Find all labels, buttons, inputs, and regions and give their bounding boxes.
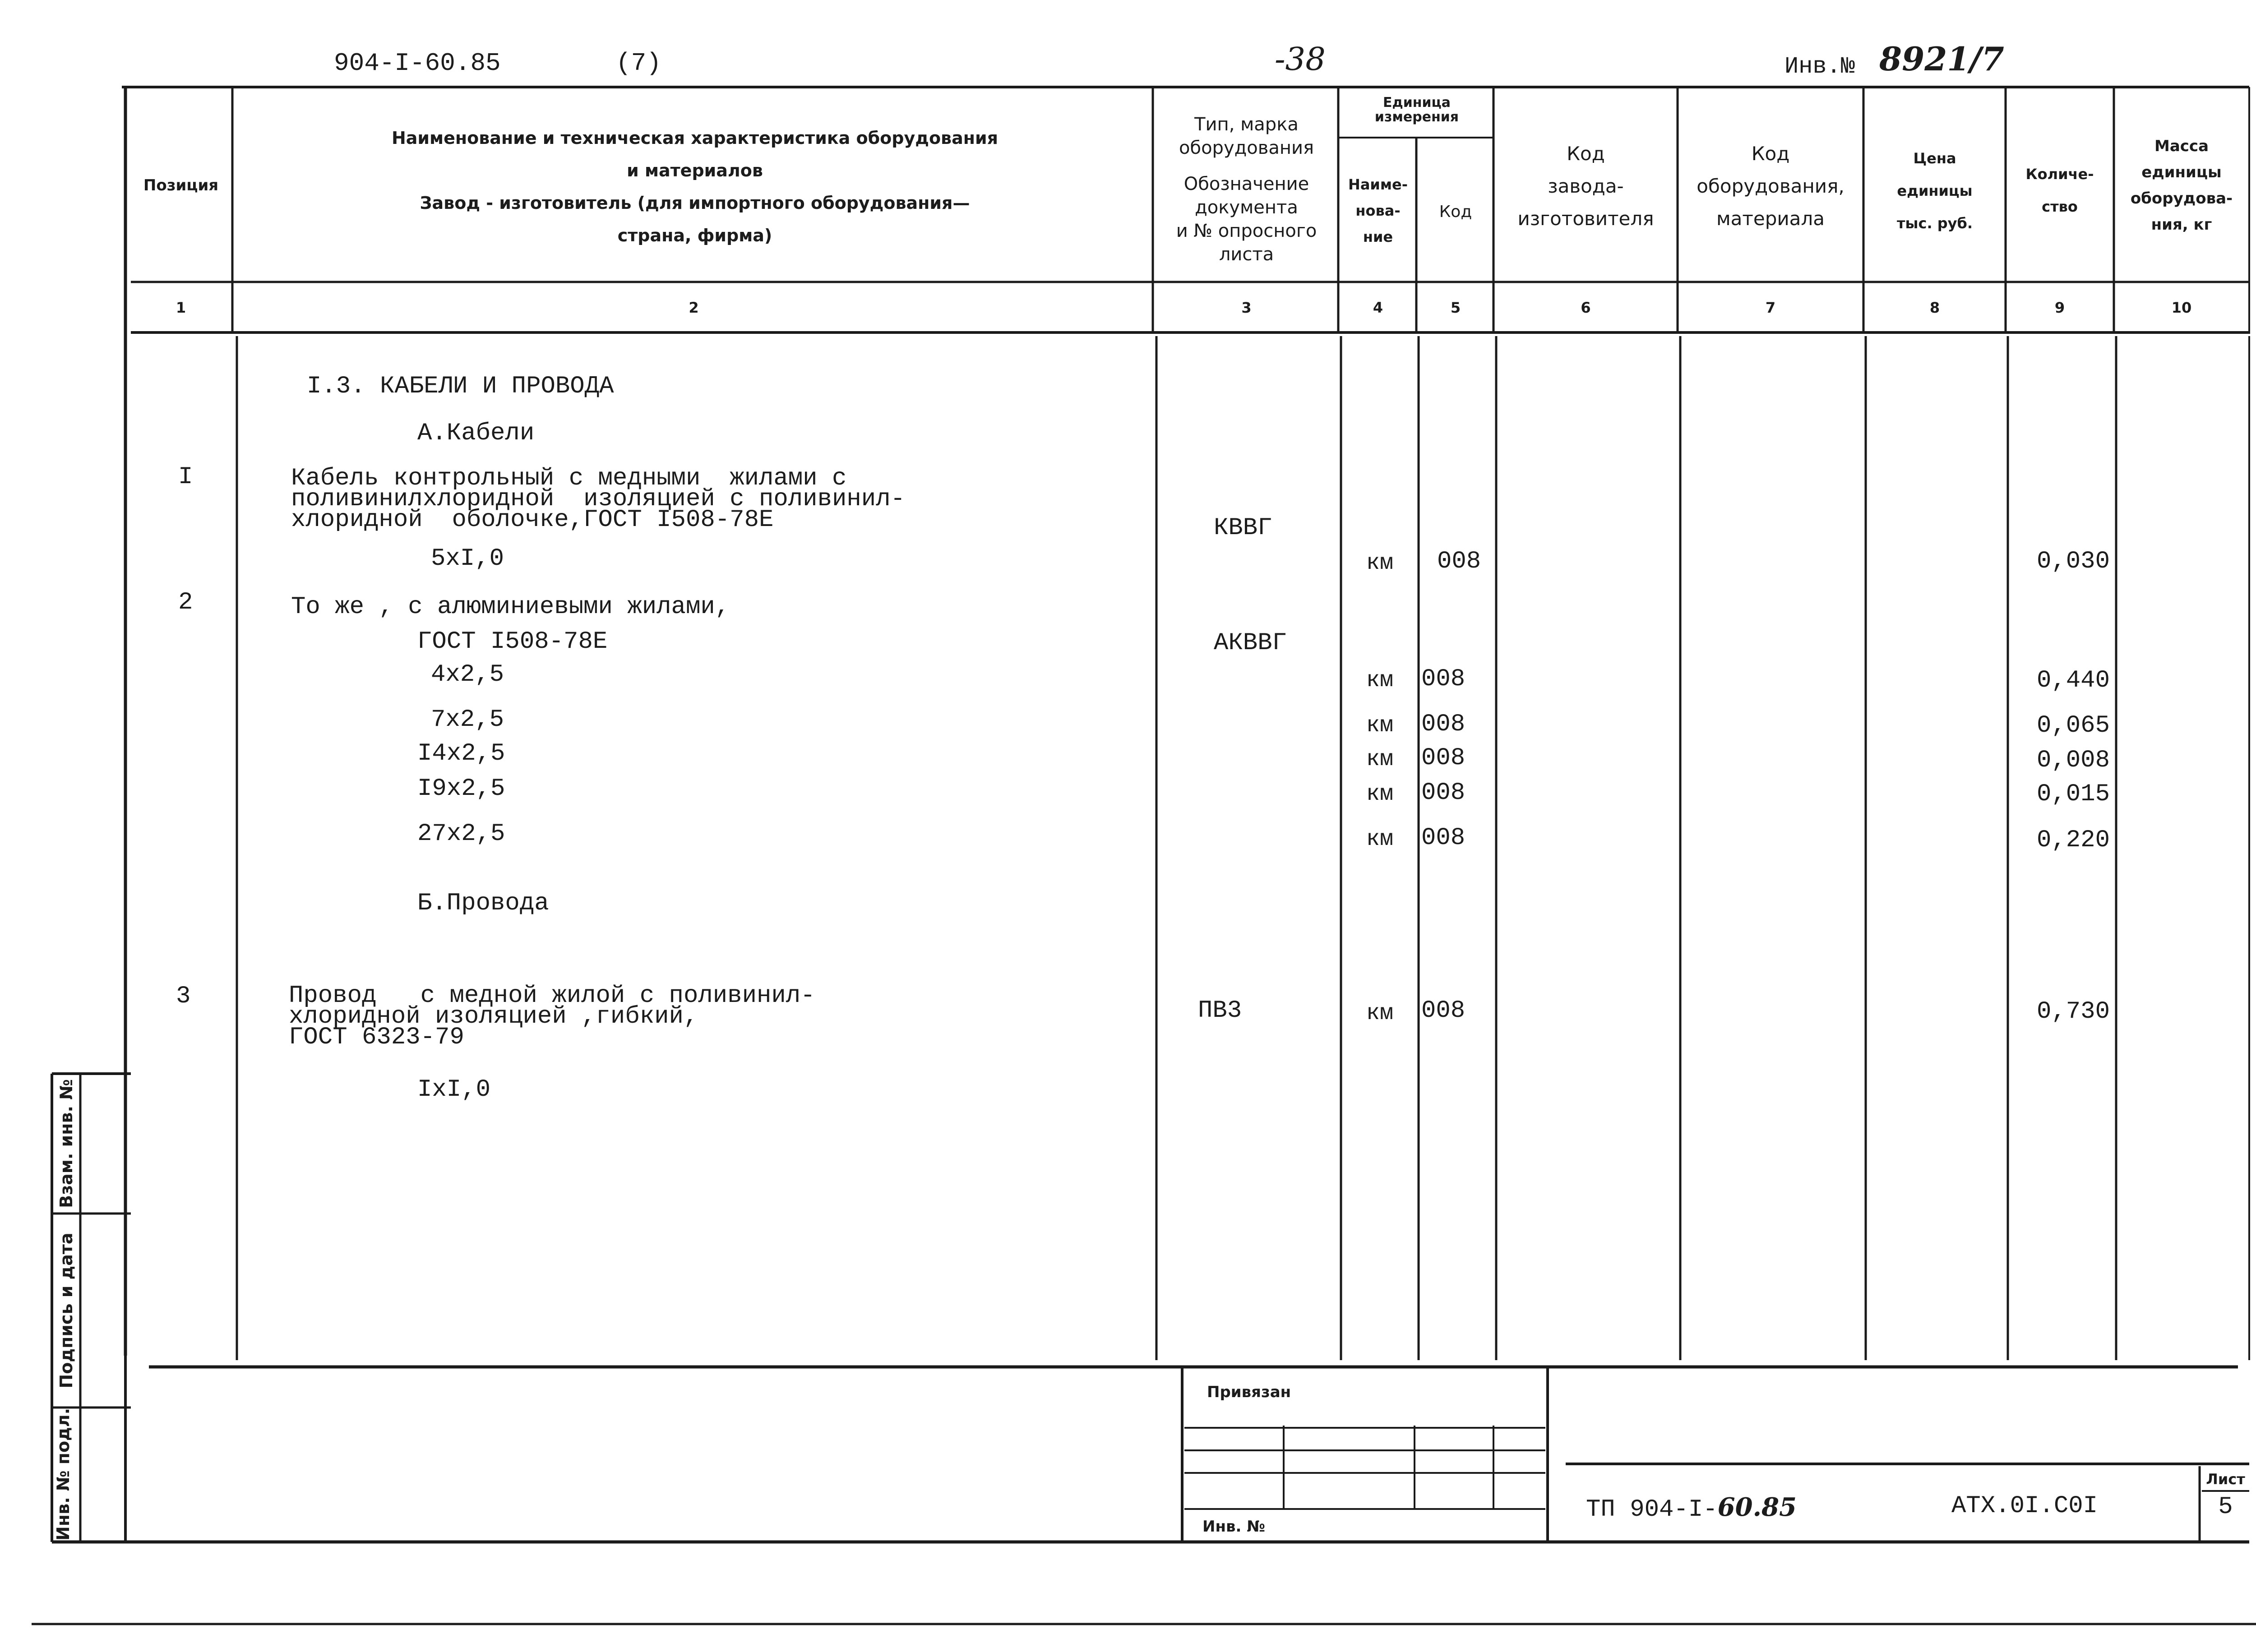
stamp-sheet-number: 5 bbox=[2218, 1493, 2233, 1521]
item3-position: 3 bbox=[176, 983, 191, 1010]
col-number-1: 1 bbox=[176, 299, 186, 316]
stamp-sheet-label: Лист bbox=[2206, 1471, 2245, 1488]
item2-row3-code: 008 bbox=[1421, 744, 1465, 772]
header-type: Тип, марка оборудования Обозначение документа и № опросного листа bbox=[1176, 114, 1317, 265]
header-mass: Масса единицы оборудова- ния, кг bbox=[2130, 137, 2233, 234]
item1-code: 008 bbox=[1437, 548, 1481, 575]
item2-standard: ГОСТ I508-78Е bbox=[417, 628, 608, 655]
stamp-document-code: АТХ.0I.С0I bbox=[1951, 1492, 2098, 1520]
item2-row5-quantity: 0,220 bbox=[2036, 826, 2110, 854]
subsection-cables: А.Кабели bbox=[417, 420, 535, 447]
page-number: -38 bbox=[1275, 41, 1326, 78]
item2-row2-code: 008 bbox=[1421, 711, 1465, 738]
col-number-3: 3 bbox=[1241, 299, 1252, 316]
item2-row2-quantity: 0,065 bbox=[2036, 712, 2110, 739]
item2-row1-size: 4x2,5 bbox=[431, 661, 504, 688]
project-code: 904-I-60.85 bbox=[334, 49, 501, 78]
item2-type: АКВВГ bbox=[1214, 629, 1287, 657]
item2-row2-size: 7x2,5 bbox=[431, 706, 504, 734]
header-name: Наименование и техническая характеристика оборудования и материалов Завод - изготовитель (для импортного оборудования— страна, фирма) bbox=[391, 128, 999, 245]
header-factory-code: Код завода- изготовителя bbox=[1517, 143, 1654, 230]
inventory-label: Инв.№ bbox=[1784, 53, 1855, 80]
item2-row3-unit: км bbox=[1366, 747, 1393, 772]
subsection-wires: Б.Провода bbox=[417, 890, 549, 917]
sheet-paren: (7) bbox=[616, 49, 661, 78]
side-podpis-data: Подпись и дата bbox=[56, 1232, 76, 1389]
item2-row5-code: 008 bbox=[1421, 824, 1465, 852]
item1-type: КВВГ bbox=[1214, 514, 1272, 542]
item2-row2-unit: км bbox=[1366, 713, 1393, 738]
col-number-4: 4 bbox=[1373, 299, 1383, 316]
header-material-code: Код оборудования, материала bbox=[1697, 143, 1845, 230]
header-price: Цена единицы тыс. руб. bbox=[1896, 150, 1973, 232]
inventory-number: 8921/7 bbox=[1879, 40, 2004, 78]
item2-description: То же , с алюминиевыми жилами, bbox=[291, 593, 730, 621]
item3-description: Провод с медной жилой с поливинил- хлоридной изоляцией ,гибкий, ГОСТ 6323-79 bbox=[289, 982, 815, 1051]
side-vzam-inv: Взам. инв. № bbox=[56, 1079, 76, 1208]
stamp-document-number: ТП 904-I-60.85 bbox=[1586, 1492, 1797, 1523]
item2-row4-size: I9x2,5 bbox=[417, 775, 505, 803]
item1-quantity: 0,030 bbox=[2036, 548, 2110, 575]
col-number-10: 10 bbox=[2171, 299, 2192, 316]
item1-size: 5xI,0 bbox=[431, 545, 504, 572]
section-title: I.3. КАБЕЛИ И ПРОВОДА bbox=[307, 373, 614, 400]
stamp-inv-no: Инв. № bbox=[1202, 1518, 1266, 1536]
item3-unit: км bbox=[1366, 1001, 1393, 1026]
header-unit-code: Код bbox=[1439, 203, 1472, 221]
col-number-6: 6 bbox=[1581, 299, 1591, 316]
col-number-7: 7 bbox=[1765, 299, 1776, 316]
item2-position: 2 bbox=[178, 589, 193, 616]
item2-row4-quantity: 0,015 bbox=[2036, 780, 2110, 808]
header-quantity: Количе- ство bbox=[2025, 166, 2094, 215]
col-number-8: 8 bbox=[1929, 299, 1940, 316]
header-position: Позиция bbox=[143, 176, 219, 194]
stamp-privyazan: Привязан bbox=[1207, 1383, 1291, 1401]
item2-row4-code: 008 bbox=[1421, 779, 1465, 807]
item3-code: 008 bbox=[1421, 997, 1465, 1024]
item1-description: Кабель контрольный с медными жилами с поливинилхлоридной изоляцией с поливинил- хлоридной оболочке,ГОСТ I508-78Е bbox=[291, 465, 906, 534]
header-unit-name: Наиме- нова- ние bbox=[1348, 176, 1408, 245]
col-number-2: 2 bbox=[689, 299, 699, 316]
col-number-5: 5 bbox=[1450, 299, 1461, 316]
item1-position: I bbox=[178, 463, 193, 491]
item2-row3-quantity: 0,008 bbox=[2036, 747, 2110, 774]
item1-unit: км bbox=[1366, 550, 1393, 576]
item2-row5-unit: км bbox=[1366, 826, 1393, 852]
item2-row3-size: I4x2,5 bbox=[417, 740, 505, 767]
item2-row1-unit: км bbox=[1366, 668, 1393, 693]
col-number-9: 9 bbox=[2054, 299, 2065, 316]
item2-row5-size: 27x2,5 bbox=[417, 820, 505, 848]
item2-row1-quantity: 0,440 bbox=[2036, 667, 2110, 694]
item3-type: ПВ3 bbox=[1198, 997, 1242, 1024]
side-inv-podl: Инв. № подл. bbox=[53, 1407, 73, 1541]
item3-quantity: 0,730 bbox=[2036, 998, 2110, 1025]
item2-row4-unit: км bbox=[1366, 781, 1393, 807]
item3-size: IxI,0 bbox=[417, 1076, 491, 1103]
item2-row1-code: 008 bbox=[1421, 665, 1465, 693]
header-unit: Единица измерения bbox=[1374, 95, 1459, 125]
